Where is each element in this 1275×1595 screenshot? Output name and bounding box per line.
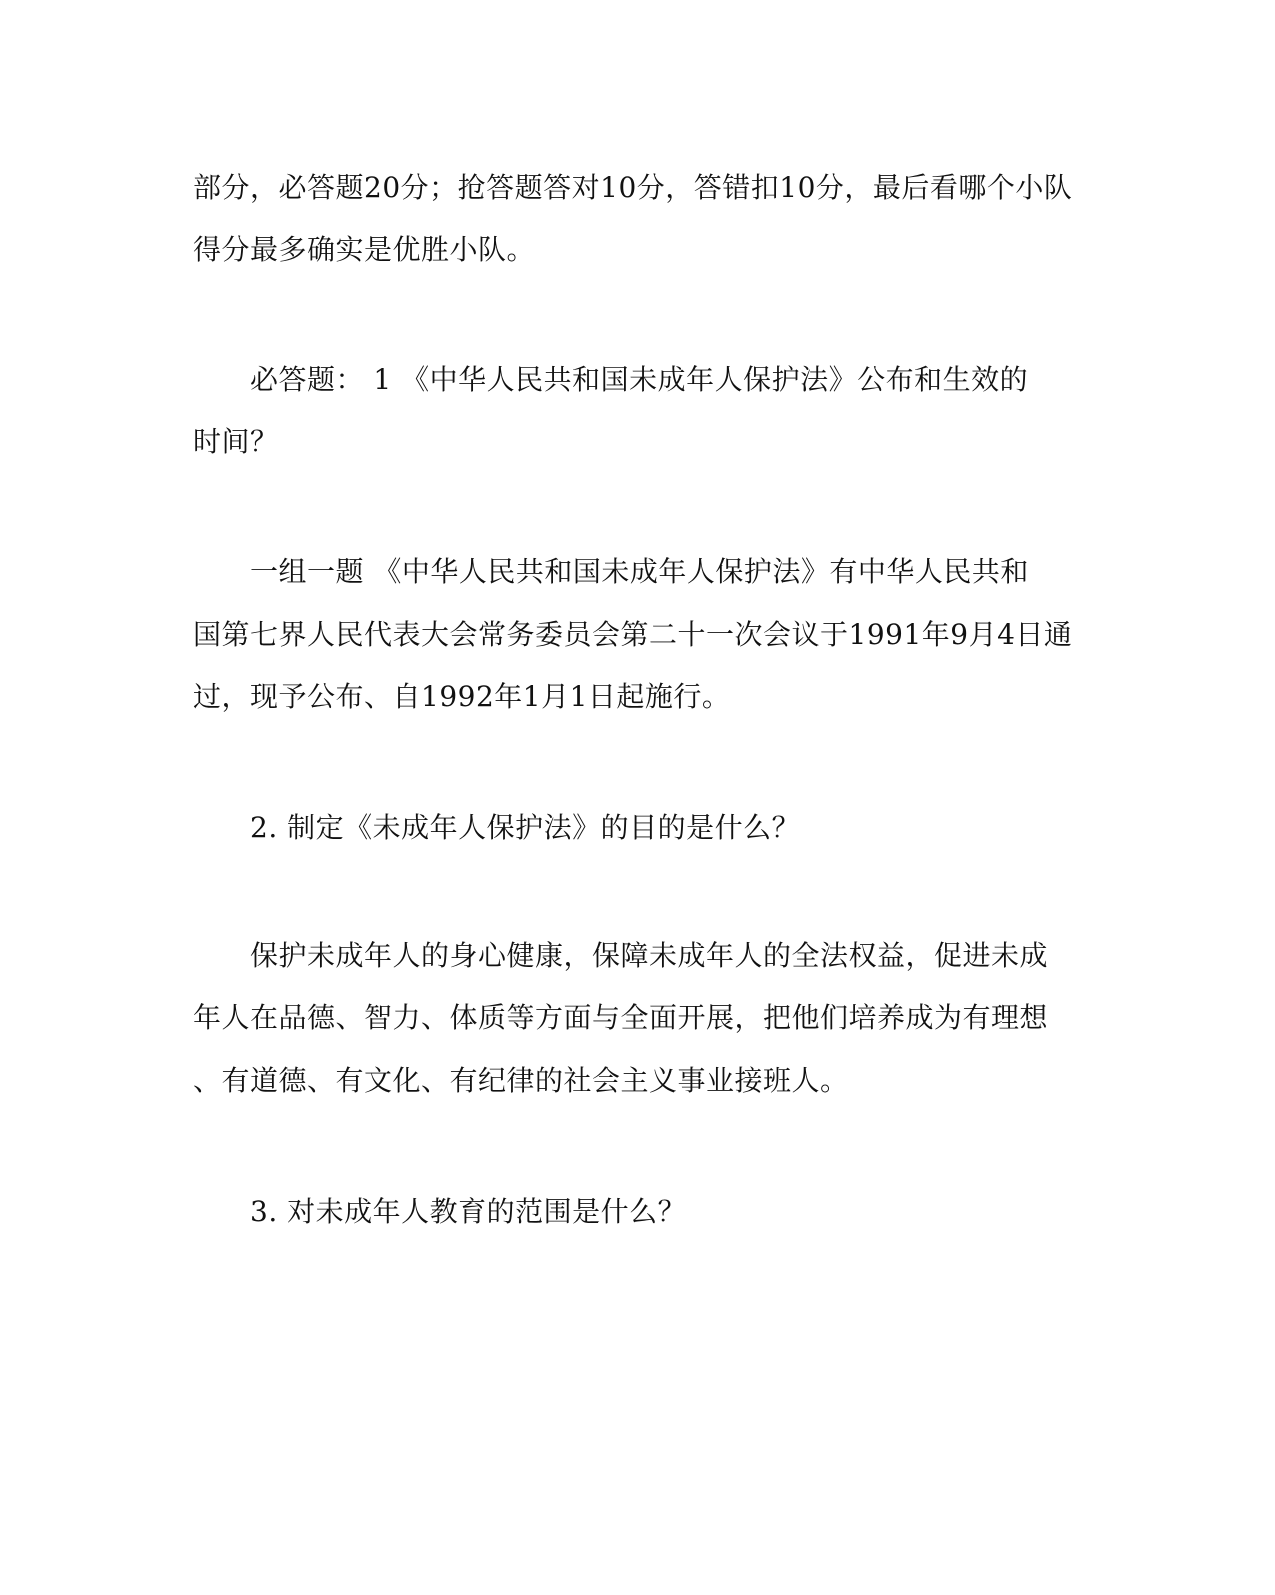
answer-1-line-3: 过，现予公布、自1992年1月1日起施行。 bbox=[193, 680, 731, 713]
answer-1-line-1: 一组一题 《中华人民共和国未成年人保护法》有中华人民共和 bbox=[250, 555, 1029, 588]
answer-1-line-2: 国第七界人民代表大会常务委员会第二十一次会议于1991年9月4日通 bbox=[193, 618, 1073, 651]
paragraph-scoring-line-2: 得分最多确实是优胜小队。 bbox=[193, 233, 536, 266]
answer-2-line-2: 年人在品德、智力、体质等方面与全面开展，把他们培养成为有理想 bbox=[193, 1001, 1049, 1034]
answer-2-line-3: 、有道德、有文化、有纪律的社会主义事业接班人。 bbox=[193, 1064, 849, 1097]
question-2: 2. 制定《未成年人保护法》的目的是什么？ bbox=[250, 811, 801, 844]
question-1-line-2: 时间？ bbox=[193, 425, 279, 458]
question-1-line-1: 必答题： 1 《中华人民共和国未成年人保护法》公布和生效的 bbox=[250, 363, 1029, 396]
paragraph-scoring-line-1: 部分，必答题20分；抢答题答对10分，答错扣10分，最后看哪个小队 bbox=[193, 171, 1073, 204]
question-3: 3. 对未成年人教育的范围是什么？ bbox=[250, 1195, 687, 1228]
answer-2-line-1: 保护未成年人的身心健康，保障未成年人的全法权益，促进未成 bbox=[250, 939, 1049, 972]
